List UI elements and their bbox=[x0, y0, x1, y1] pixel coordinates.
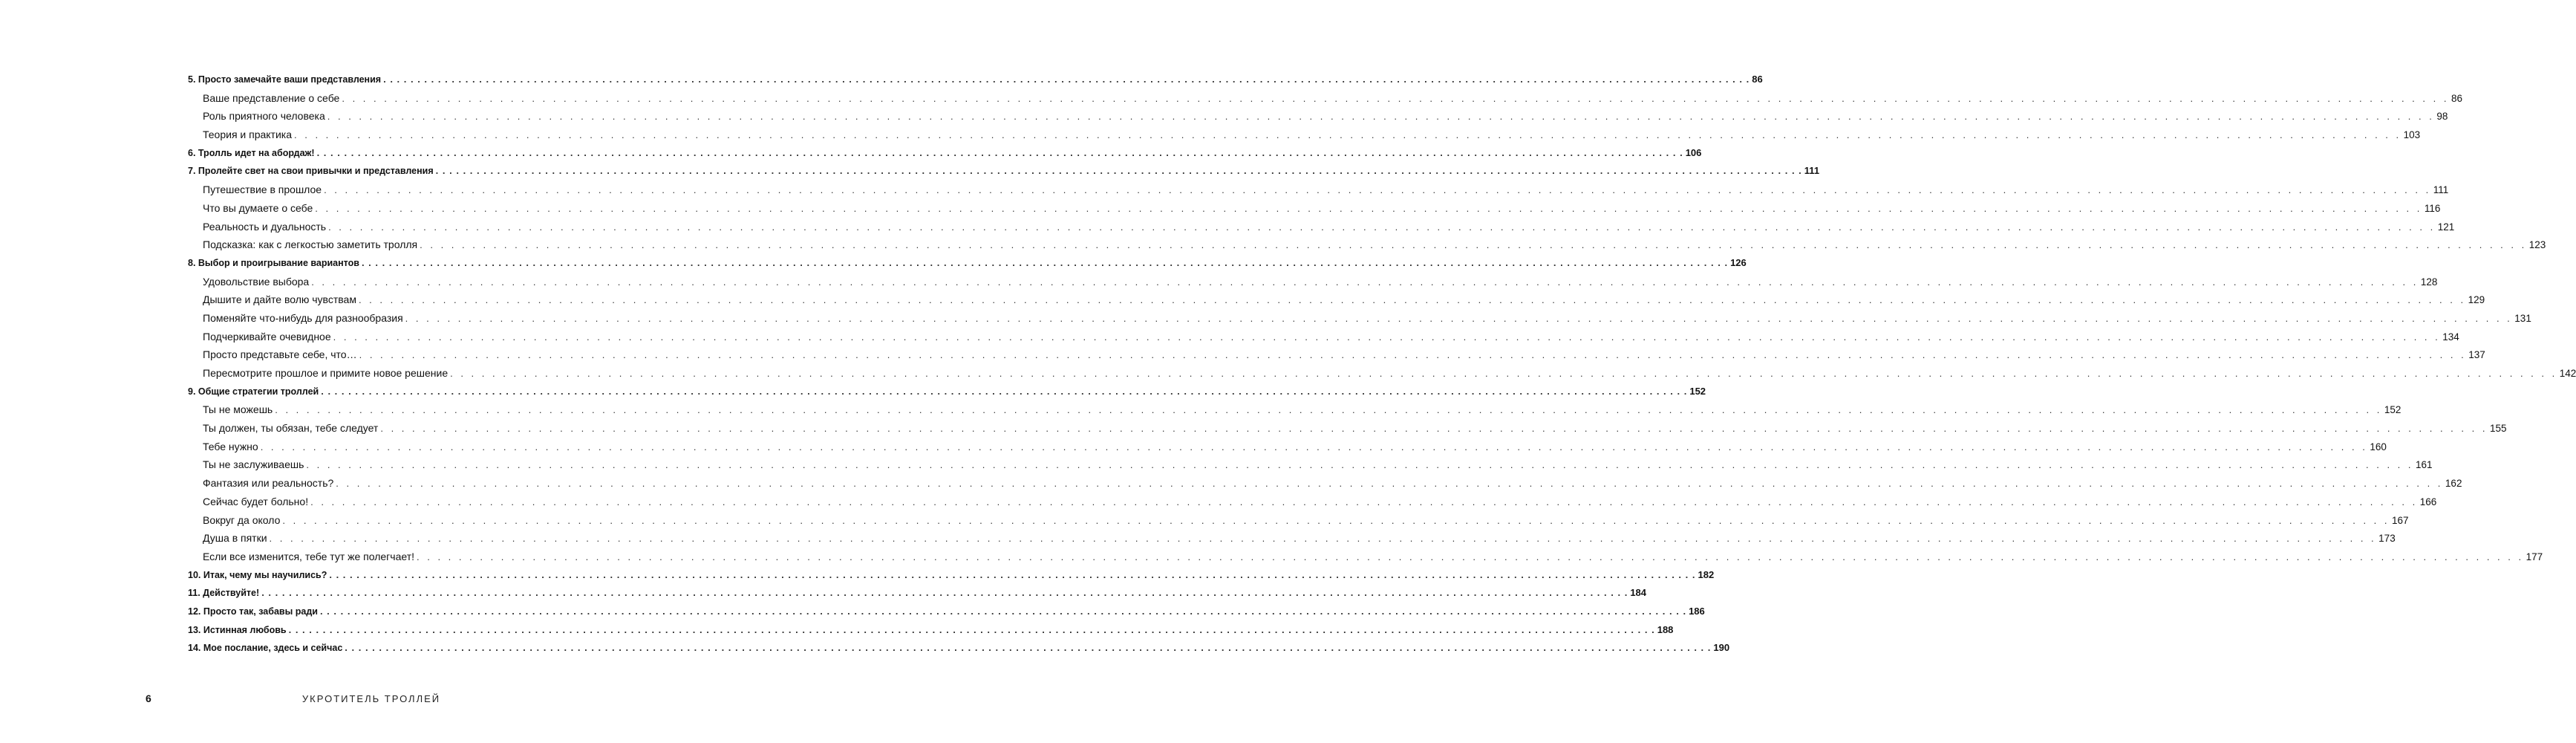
toc-entry-title: 14. Мое послание, здесь и сейчас bbox=[188, 643, 343, 654]
toc-entry-page: 126 bbox=[1730, 256, 1747, 268]
toc-section-row bbox=[188, 220, 2455, 239]
toc-entry-title: Реальность и дуальность bbox=[203, 220, 327, 233]
toc-chapter-row bbox=[188, 146, 1702, 166]
dot-leader: . . . . . . . . . . . . . . . . . . . . . . . . . . . . . . . . . . . . . . . . . . . . . . . . . . . . . . . . . . . . . . . . . . . . . . . . . . . . . . . . . . . . . . . . . . . . . . . . . . . . . . . . . . . . . . . . . . . . . . . . . . . . . . . . . . . . . . . . . . . . . . . . . . . . . . . . . . . . . . . . . . . . . . . . . . . . . . . . . . . . . . . . . . . . . . . . . . . . . . . . bbox=[261, 587, 1628, 599]
toc-entry-title: Ты не заслуживаешь bbox=[203, 458, 304, 471]
toc-entry-page: 134 bbox=[2442, 331, 2459, 343]
toc-section-row bbox=[188, 110, 2448, 129]
dot-leader: . . . . . . . . . . . . . . . . . . . . . . . . . . . . . . . . . . . . . . . . . . . . . . . . . . . . . . . . . . . . . . . . . . . . . . . . . . . . . . . . . . . . . . . . . . . . . . . . . . . . . . . . . . . . . . . . . . . . . . . . . . . . . . . . . . . . . . . . . . . . . . . . . . . . . . . . . . . . . . . . . . . . . . . . . . . . . . . . . . . . . . . . . . . . . . . . . . . . . . . . bbox=[435, 165, 1802, 177]
toc-entry-title: Поменяйте что-нибудь для разнообразия bbox=[203, 311, 403, 324]
toc-chapter-row bbox=[188, 74, 1763, 92]
toc-entry-page: 162 bbox=[2445, 478, 2462, 490]
dot-leader: . . . . . . . . . . . . . . . . . . . . . . . . . . . . . . . . . . . . . . . . . . . . . . . . . . . . . . . . . . . . . . . . . . . . . . . . . . . . . . . . . . . . . . . . . . . . . . . . . . . . . . . . . . . . . . . . . . . . . . . . . . . . . . . . . . . . . . . . . . . . . . . . . . . . . . . . . . . . . . . . . . . . . . . . . . . . . . . . . . . . . . . . . . . . . . . . . . . . . . . . bbox=[282, 514, 2390, 526]
dot-leader: . . . . . . . . . . . . . . . . . . . . . . . . . . . . . . . . . . . . . . . . . . . . . . . . . . . . . . . . . . . . . . . . . . . . . . . . . . . . . . . . . . . . . . . . . . . . . . . . . . . . . . . . . . . . . . . . . . . . . . . . . . . . . . . . . . . . . . . . . . . . . . . . . . . . . . . . . . . . . . . . . . . . . . . . . . . . . . . . . . . . . . . . . . . . . . . . . . . . . . . . bbox=[358, 294, 2466, 306]
toc-entry-page: 121 bbox=[2437, 221, 2455, 233]
toc-entry-page: 190 bbox=[1713, 642, 1730, 654]
toc-entry-page: 123 bbox=[2528, 239, 2546, 251]
toc-chapter-row bbox=[188, 642, 1730, 661]
dot-leader: . . . . . . . . . . . . . . . . . . . . . . . . . . . . . . . . . . . . . . . . . . . . . . . . . . . . . . . . . . . . . . . . . . . . . . . . . . . . . . . . . . . . . . . . . . . . . . . . . . . . . . . . . . . . . . . . . . . . . . . . . . . . . . . . . . . . . . . . . . . . . . . . . . . . . . . . . . . . . . . . . . . . . . . . . . . . . . . . . . . . . . . . . . . . . . . . . . . . . . . . bbox=[329, 568, 1696, 580]
toc-entry-page: 182 bbox=[1698, 568, 1715, 580]
dot-leader: . . . . . . . . . . . . . . . . . . . . . . . . . . . . . . . . . . . . . . . . . . . . . . . . . . . . . . . . . . . . . . . . . . . . . . . . . . . . . . . . . . . . . . . . . . . . . . . . . . . . . . . . . . . . . . . . . . . . . . . . . . . . . . . . . . . . . . . . . . . . . . . . . . . . . . . . . . . . . . . . . . . . . . . . . . . . . . . . . . . . . . . . . . . . . . . . . . . . . . . . bbox=[315, 202, 2422, 214]
dot-leader: . . . . . . . . . . . . . . . . . . . . . . . . . . . . . . . . . . . . . . . . . . . . . . . . . . . . . . . . . . . . . . . . . . . . . . . . . . . . . . . . . . . . . . . . . . . . . . . . . . . . . . . . . . . . . . . . . . . . . . . . . . . . . . . . . . . . . . . . . . . . . . . . . . . . . . . . . . . . . . . . . . . . . . . . . . . . . . . . . . . . . . . . . . . . . . . . . . . . . . . . bbox=[450, 368, 2557, 379]
toc-entry-title: Что вы думаете о себе bbox=[203, 201, 313, 214]
toc-entry-title: Вокруг да около bbox=[203, 513, 281, 526]
toc-entry-title: Роль приятного человека bbox=[203, 110, 325, 123]
toc-entry-title: Просто представьте себе, что… bbox=[203, 348, 357, 361]
toc-entry-title: Удовольствие выбора bbox=[203, 275, 310, 288]
dot-leader: . . . . . . . . . . . . . . . . . . . . . . . . . . . . . . . . . . . . . . . . . . . . . . . . . . . . . . . . . . . . . . . . . . . . . . . . . . . . . . . . . . . . . . . . . . . . . . . . . . . . . . . . . . . . . . . . . . . . . . . . . . . . . . . . . . . . . . . . . . . . . . . . . . . . . . . . . . . . . . . . . . . . . . . . . . . . . . . . . . . . . . . . . . . . . . . . . . . . . . . . bbox=[316, 146, 1683, 158]
toc-entry-title: 5. Просто замечайте ваши представления bbox=[188, 74, 382, 85]
toc-entry-title: Подчеркивайте очевидное bbox=[203, 330, 331, 343]
dot-leader: . . . . . . . . . . . . . . . . . . . . . . . . . . . . . . . . . . . . . . . . . . . . . . . . . . . . . . . . . . . . . . . . . . . . . . . . . . . . . . . . . . . . . . . . . . . . . . . . . . . . . . . . . . . . . . . . . . . . . . . . . . . . . . . . . . . . . . . . . . . . . . . . . . . . . . . . . . . . . . . . . . . . . . . . . . . . . . . . . . . . . . . . . . . . . . . . . . . . . . . . bbox=[361, 256, 1729, 268]
toc-entry-title: Душа в пятки bbox=[203, 532, 267, 545]
toc-chapter-row bbox=[188, 385, 1706, 404]
dot-leader: . . . . . . . . . . . . . . . . . . . . . . . . . . . . . . . . . . . . . . . . . . . . . . . . . . . . . . . . . . . . . . . . . . . . . . . . . . . . . . . . . . . . . . . . . . . . . . . . . . . . . . . . . . . . . . . . . . . . . . . . . . . . . . . . . . . . . . . . . . . . . . . . . . . . . . . . . . . . . . . . . . . . . . . . . . . . . . . . . . . . . . . . . . . . . . . . . . . . . . . . bbox=[324, 184, 2431, 196]
toc-entry-page: 152 bbox=[2384, 404, 2401, 416]
dot-leader: . . . . . . . . . . . . . . . . . . . . . . . . . . . . . . . . . . . . . . . . . . . . . . . . . . . . . . . . . . . . . . . . . . . . . . . . . . . . . . . . . . . . . . . . . . . . . . . . . . . . . . . . . . . . . . . . . . . . . . . . . . . . . . . . . . . . . . . . . . . . . . . . . . . . . . . . . . . . . . . . . . . . . . . . . . . . . . . . . . . . . . . . . . . . . . . . . . . . . . . . bbox=[275, 404, 2382, 416]
toc-entry-page: 86 bbox=[2451, 92, 2462, 104]
toc-entry-page: 152 bbox=[1689, 385, 1706, 397]
toc-entry-page: 111 bbox=[1804, 165, 1820, 177]
toc-entry-page: 166 bbox=[2419, 496, 2437, 507]
toc-section-row bbox=[188, 495, 2437, 514]
dot-leader: . . . . . . . . . . . . . . . . . . . . . . . . . . . . . . . . . . . . . . . . . . . . . . . . . . . . . . . . . . . . . . . . . . . . . . . . . . . . . . . . . . . . . . . . . . . . . . . . . . . . . . . . . . . . . . . . . . . . . . . . . . . . . . . . . . . . . . . . . . . . . . . . . . . . . . . . . . . . . . . . . . . . . . . . . . . . . . . . . . . . . . . . . . . . . . . . . . . . . . . . bbox=[294, 129, 2401, 141]
toc-entry-title: 10. Итак, чему мы научились? bbox=[188, 569, 327, 580]
toc-entry-title: 7. Пролейте свет на свои привычки и представления bbox=[188, 166, 434, 177]
toc-entry-title: Путешествие в прошлое bbox=[203, 184, 322, 196]
dot-leader: . . . . . . . . . . . . . . . . . . . . . . . . . . . . . . . . . . . . . . . . . . . . . . . . . . . . . . . . . . . . . . . . . . . . . . . . . . . . . . . . . . . . . . . . . . . . . . . . . . . . . . . . . . . . . . . . . . . . . . . . . . . . . . . . . . . . . . . . . . . . . . . . . . . . . . . . . . . . . . . . . . . . . . . . . . . . . . . . . . . . . . . . . . . . . . . . . . . . . . . . bbox=[417, 551, 2524, 562]
dot-leader: . . . . . . . . . . . . . . . . . . . . . . . . . . . . . . . . . . . . . . . . . . . . . . . . . . . . . . . . . . . . . . . . . . . . . . . . . . . . . . . . . . . . . . . . . . . . . . . . . . . . . . . . . . . . . . . . . . . . . . . . . . . . . . . . . . . . . . . . . . . . . . . . . . . . . . . . . . . . . . . . . . . . . . . . . . . . . . . . . . . . . . . . . . . . . . . . . . . . . . . . bbox=[260, 441, 2368, 452]
toc-entry-page: 111 bbox=[2433, 184, 2449, 196]
dot-leader: . . . . . . . . . . . . . . . . . . . . . . . . . . . . . . . . . . . . . . . . . . . . . . . . . . . . . . . . . . . . . . . . . . . . . . . . . . . . . . . . . . . . . . . . . . . . . . . . . . . . . . . . . . . . . . . . . . . . . . . . . . . . . . . . . . . . . . . . . . . . . . . . . . . . . . . . . . . . . . . . . . . . . . . . . . . . . . . . . . . . . . . . . . . . . . . . . . . . . . . . bbox=[342, 92, 2449, 104]
toc-section-row bbox=[188, 348, 2485, 367]
toc-entry-title: Подсказка: как с легкостью заметить тролля bbox=[203, 239, 418, 251]
dot-leader: . . . . . . . . . . . . . . . . . . . . . . . . . . . . . . . . . . . . . . . . . . . . . . . . . . . . . . . . . . . . . . . . . . . . . . . . . . . . . . . . . . . . . . . . . . . . . . . . . . . . . . . . . . . . . . . . . . . . . . . . . . . . . . . . . . . . . . . . . . . . . . . . . . . . . . . . . . . . . . . . . . . . . . . . . . . . . . . . . . . . . . . . . . . . . . . . . . . . . . . . bbox=[359, 349, 2467, 361]
toc-entry-page: 116 bbox=[2424, 202, 2441, 214]
toc-section-row bbox=[188, 201, 2441, 221]
table-of-contents bbox=[188, 74, 2576, 661]
toc-entry-title: Пересмотрите прошлое и примите новое решение bbox=[203, 367, 449, 379]
dot-leader: . . . . . . . . . . . . . . . . . . . . . . . . . . . . . . . . . . . . . . . . . . . . . . . . . . . . . . . . . . . . . . . . . . . . . . . . . . . . . . . . . . . . . . . . . . . . . . . . . . . . . . . . . . . . . . . . . . . . . . . . . . . . . . . . . . . . . . . . . . . . . . . . . . . . . . . . . . . . . . . . . . . . . . . . . . . . . . . . . . . . . . . . . . . . . . . . . . . . . . . . bbox=[310, 496, 2418, 507]
toc-entry-title: 8. Выбор и проигрывание вариантов bbox=[188, 257, 359, 268]
toc-entry-title: Дышите и дайте волю чувствам bbox=[203, 293, 356, 306]
dot-leader: . . . . . . . . . . . . . . . . . . . . . . . . . . . . . . . . . . . . . . . . . . . . . . . . . . . . . . . . . . . . . . . . . . . . . . . . . . . . . . . . . . . . . . . . . . . . . . . . . . . . . . . . . . . . . . . . . . . . . . . . . . . . . . . . . . . . . . . . . . . . . . . . . . . . . . . . . . . . . . . . . . . . . . . . . . . . . . . . . . . . . . . . . . . . . . . . . . . . . . . . bbox=[380, 423, 2488, 435]
dot-leader: . . . . . . . . . . . . . . . . . . . . . . . . . . . . . . . . . . . . . . . . . . . . . . . . . . . . . . . . . . . . . . . . . . . . . . . . . . . . . . . . . . . . . . . . . . . . . . . . . . . . . . . . . . . . . . . . . . . . . . . . . . . . . . . . . . . . . . . . . . . . . . . . . . . . . . . . . . . . . . . . . . . . . . . . . . . . . . . . . . . . . . . . . . . . . . . . . . . . . . . . bbox=[420, 239, 2527, 251]
page-number: 6 bbox=[146, 692, 151, 704]
dot-leader: . . . . . . . . . . . . . . . . . . . . . . . . . . . . . . . . . . . . . . . . . . . . . . . . . . . . . . . . . . . . . . . . . . . . . . . . . . . . . . . . . . . . . . . . . . . . . . . . . . . . . . . . . . . . . . . . . . . . . . . . . . . . . . . . . . . . . . . . . . . . . . . . . . . . . . . . . . . . . . . . . . . . . . . . . . . . . . . . . . . . . . . . . . . . . . . . . . . . . . . . bbox=[336, 478, 2443, 490]
toc-section-row bbox=[188, 275, 2438, 294]
toc-section-row bbox=[188, 550, 2543, 569]
toc-entry-page: 184 bbox=[1630, 587, 1647, 599]
toc-entry-page: 186 bbox=[1689, 605, 1705, 617]
toc-section-row bbox=[188, 458, 2433, 477]
toc-entry-page: 98 bbox=[2436, 111, 2448, 123]
toc-entry-page: 103 bbox=[2403, 129, 2421, 141]
toc-entry-page: 161 bbox=[2416, 459, 2433, 471]
dot-leader: . . . . . . . . . . . . . . . . . . . . . . . . . . . . . . . . . . . . . . . . . . . . . . . . . . . . . . . . . . . . . . . . . . . . . . . . . . . . . . . . . . . . . . . . . . . . . . . . . . . . . . . . . . . . . . . . . . . . . . . . . . . . . . . . . . . . . . . . . . . . . . . . . . . . . . . . . . . . . . . . . . . . . . . . . . . . . . . . . . . . . . . . . . . . . . . . . . . . . . . . bbox=[328, 221, 2436, 233]
toc-entry-title: Если все изменится, тебе тут же полегчает! bbox=[203, 550, 414, 562]
toc-section-row bbox=[188, 311, 2531, 331]
dot-leader: . . . . . . . . . . . . . . . . . . . . . . . . . . . . . . . . . . . . . . . . . . . . . . . . . . . . . . . . . . . . . . . . . . . . . . . . . . . . . . . . . . . . . . . . . . . . . . . . . . . . . . . . . . . . . . . . . . . . . . . . . . . . . . . . . . . . . . . . . . . . . . . . . . . . . . . . . . . . . . . . . . . . . . . . . . . . . . . . . . . . . . . . . . . . . . . . . . . . . . . . bbox=[269, 533, 2377, 545]
toc-chapter-row bbox=[188, 587, 1647, 606]
toc-entry-page: 188 bbox=[1657, 623, 1674, 635]
dot-leader: . . . . . . . . . . . . . . . . . . . . . . . . . . . . . . . . . . . . . . . . . . . . . . . . . . . . . . . . . . . . . . . . . . . . . . . . . . . . . . . . . . . . . . . . . . . . . . . . . . . . . . . . . . . . . . . . . . . . . . . . . . . . . . . . . . . . . . . . . . . . . . . . . . . . . . . . . . . . . . . . . . . . . . . . . . . . . . . . . . . . . . . . . . . . . . . . . . . . . . . . bbox=[405, 312, 2513, 324]
toc-section-row bbox=[188, 239, 2546, 257]
toc-chapter-row bbox=[188, 568, 1715, 588]
dot-leader: . . . . . . . . . . . . . . . . . . . . . . . . . . . . . . . . . . . . . . . . . . . . . . . . . . . . . . . . . . . . . . . . . . . . . . . . . . . . . . . . . . . . . . . . . . . . . . . . . . . . . . . . . . . . . . . . . . . . . . . . . . . . . . . . . . . . . . . . . . . . . . . . . . . . . . . . . . . . . . . . . . . . . . . . . . . . . . . . . . . . . . . . . . . . . . . . . . . . . . . . bbox=[333, 331, 2441, 343]
toc-entry-title: 9. Общие стратегии троллей bbox=[188, 386, 319, 397]
toc-entry-title: Ваше представление о себе bbox=[203, 91, 340, 104]
toc-section-row bbox=[188, 403, 2401, 422]
toc-section-row bbox=[188, 330, 2459, 349]
toc-entry-page: 173 bbox=[2378, 533, 2396, 545]
toc-entry-page: 160 bbox=[2370, 441, 2387, 452]
toc-entry-page: 155 bbox=[2489, 423, 2507, 435]
toc-section-row bbox=[188, 440, 2387, 459]
dot-leader: . . . . . . . . . . . . . . . . . . . . . . . . . . . . . . . . . . . . . . . . . . . . . . . . . . . . . . . . . . . . . . . . . . . . . . . . . . . . . . . . . . . . . . . . . . . . . . . . . . . . . . . . . . . . . . . . . . . . . . . . . . . . . . . . . . . . . . . . . . . . . . . . . . . . . . . . . . . . . . . . . . . . . . . . . . . . . . . . . . . . . . . . . . . . . . . . . . . . . . . . bbox=[383, 74, 1750, 85]
toc-chapter-row bbox=[188, 605, 1705, 624]
dot-leader: . . . . . . . . . . . . . . . . . . . . . . . . . . . . . . . . . . . . . . . . . . . . . . . . . . . . . . . . . . . . . . . . . . . . . . . . . . . . . . . . . . . . . . . . . . . . . . . . . . . . . . . . . . . . . . . . . . . . . . . . . . . . . . . . . . . . . . . . . . . . . . . . . . . . . . . . . . . . . . . . . . . . . . . . . . . . . . . . . . . . . . . . . . . . . . . . . . . . . . . . bbox=[306, 459, 2414, 471]
toc-entry-page: 86 bbox=[1752, 74, 1763, 85]
toc-entry-title: 12. Просто так, забавы ради bbox=[188, 606, 318, 617]
dot-leader: . . . . . . . . . . . . . . . . . . . . . . . . . . . . . . . . . . . . . . . . . . . . . . . . . . . . . . . . . . . . . . . . . . . . . . . . . . . . . . . . . . . . . . . . . . . . . . . . . . . . . . . . . . . . . . . . . . . . . . . . . . . . . . . . . . . . . . . . . . . . . . . . . . . . . . . . . . . . . . . . . . . . . . . . . . . . . . . . . . . . . . . . . . . . . . . . . . . . . . . . bbox=[327, 111, 2435, 123]
toc-entry-page: 137 bbox=[2468, 349, 2485, 361]
toc-chapter-row bbox=[188, 623, 1674, 643]
toc-entry-title: Теория и практика bbox=[203, 129, 293, 141]
dot-leader: . . . . . . . . . . . . . . . . . . . . . . . . . . . . . . . . . . . . . . . . . . . . . . . . . . . . . . . . . . . . . . . . . . . . . . . . . . . . . . . . . . . . . . . . . . . . . . . . . . . . . . . . . . . . . . . . . . . . . . . . . . . . . . . . . . . . . . . . . . . . . . . . . . . . . . . . . . . . . . . . . . . . . . . . . . . . . . . . . . . . . . . . . . . . . . . . . . . . . . . . bbox=[288, 623, 1655, 635]
toc-entry-page: 128 bbox=[2420, 276, 2438, 288]
toc-section-row bbox=[188, 184, 2449, 202]
toc-section-row bbox=[188, 367, 2576, 386]
running-head: УКРОТИТЕЛЬ ТРОЛЛЕЙ bbox=[301, 693, 441, 704]
toc-section-row bbox=[188, 477, 2462, 496]
toc-entry-title: Фантазия или реальность? bbox=[203, 477, 334, 490]
dot-leader: . . . . . . . . . . . . . . . . . . . . . . . . . . . . . . . . . . . . . . . . . . . . . . . . . . . . . . . . . . . . . . . . . . . . . . . . . . . . . . . . . . . . . . . . . . . . . . . . . . . . . . . . . . . . . . . . . . . . . . . . . . . . . . . . . . . . . . . . . . . . . . . . . . . . . . . . . . . . . . . . . . . . . . . . . . . . . . . . . . . . . . . . . . . . . . . . . . . . . . . . bbox=[321, 385, 1688, 397]
toc-chapter-row bbox=[188, 165, 1820, 184]
toc-entry-title: Ты не можешь bbox=[203, 403, 273, 416]
toc-section-row bbox=[188, 513, 2409, 533]
toc-entry-page: 106 bbox=[1685, 146, 1702, 158]
toc-section-row bbox=[188, 422, 2507, 441]
toc-entry-title: Тебе нужно bbox=[203, 440, 258, 452]
toc-entry-page: 142 bbox=[2559, 368, 2576, 379]
toc-chapter-row bbox=[188, 256, 1747, 276]
toc-entry-title: Сейчас будет больно! bbox=[203, 495, 309, 507]
toc-entry-page: 129 bbox=[2468, 294, 2485, 306]
toc-entry-title: 11. Действуйте! bbox=[188, 588, 260, 599]
toc-entry-title: Ты должен, ты обязан, тебе следует bbox=[203, 422, 379, 435]
toc-entry-page: 167 bbox=[2392, 514, 2409, 526]
toc-section-row bbox=[188, 91, 2462, 111]
toc-section-row bbox=[188, 532, 2396, 551]
toc-entry-page: 177 bbox=[2526, 551, 2543, 562]
dot-leader: . . . . . . . . . . . . . . . . . . . . . . . . . . . . . . . . . . . . . . . . . . . . . . . . . . . . . . . . . . . . . . . . . . . . . . . . . . . . . . . . . . . . . . . . . . . . . . . . . . . . . . . . . . . . . . . . . . . . . . . . . . . . . . . . . . . . . . . . . . . . . . . . . . . . . . . . . . . . . . . . . . . . . . . . . . . . . . . . . . . . . . . . . . . . . . . . . . . . . . . . bbox=[345, 642, 1712, 654]
toc-section-row bbox=[188, 129, 2421, 147]
toc-section-row bbox=[188, 293, 2485, 312]
toc-entry-title: 6. Тролль идет на абордаж! bbox=[188, 147, 315, 158]
toc-entry-title: 13. Истинная любовь bbox=[188, 624, 287, 635]
dot-leader: . . . . . . . . . . . . . . . . . . . . . . . . . . . . . . . . . . . . . . . . . . . . . . . . . . . . . . . . . . . . . . . . . . . . . . . . . . . . . . . . . . . . . . . . . . . . . . . . . . . . . . . . . . . . . . . . . . . . . . . . . . . . . . . . . . . . . . . . . . . . . . . . . . . . . . . . . . . . . . . . . . . . . . . . . . . . . . . . . . . . . . . . . . . . . . . . . . . . . . . . bbox=[311, 276, 2419, 288]
dot-leader: . . . . . . . . . . . . . . . . . . . . . . . . . . . . . . . . . . . . . . . . . . . . . . . . . . . . . . . . . . . . . . . . . . . . . . . . . . . . . . . . . . . . . . . . . . . . . . . . . . . . . . . . . . . . . . . . . . . . . . . . . . . . . . . . . . . . . . . . . . . . . . . . . . . . . . . . . . . . . . . . . . . . . . . . . . . . . . . . . . . . . . . . . . . . . . . . . . . . . . . . bbox=[319, 605, 1687, 617]
toc-entry-page: 131 bbox=[2514, 312, 2531, 324]
